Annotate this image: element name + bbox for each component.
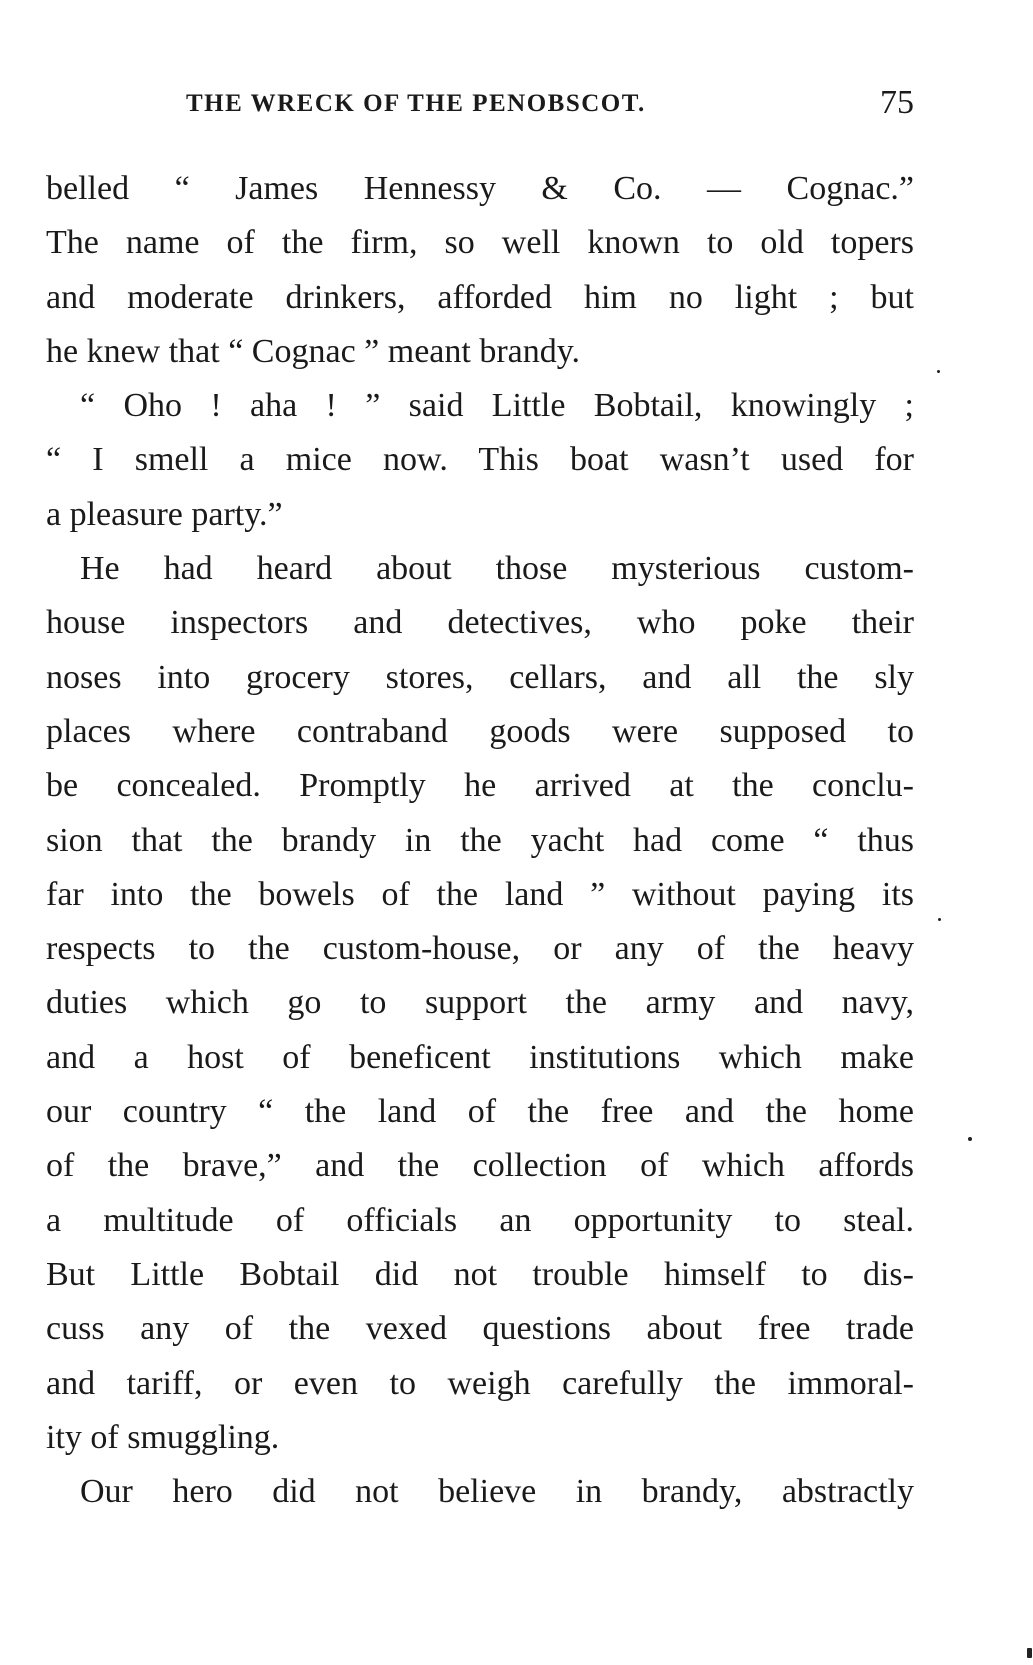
- text-line: our country “ the land of the free and the home: [46, 1093, 914, 1131]
- text-line: cuss any of the vexed questions about free trade: [46, 1310, 914, 1348]
- text-line: house inspectors and detectives, who poke their: [46, 604, 914, 642]
- text-line: But Little Bobtail did not trouble himself to dis-: [46, 1255, 914, 1293]
- running-title: THE WRECK OF THE PENOBSCOT.: [186, 90, 646, 117]
- text-line: sion that the brandy in the yacht had come “ thus: [46, 821, 914, 859]
- text-line: duties which go to support the army and navy,: [46, 984, 914, 1022]
- running-head: [46, 84, 914, 124]
- text-line: ity of smuggling.: [46, 1418, 280, 1456]
- scan-speck: [937, 370, 940, 373]
- text-line: “ I smell a mice now. This boat wasn’t used for: [46, 441, 914, 479]
- scan-speck: [938, 918, 941, 921]
- text-line: respects to the custom-house, or any of the heavy: [46, 930, 914, 968]
- text-line: a pleasure party.”: [46, 495, 283, 533]
- body-text: [46, 162, 914, 1519]
- text-line: belled “ James Hennessy & Co. — Cognac.”: [46, 170, 914, 207]
- text-line: a multitude of officials an opportunity to steal.: [46, 1201, 914, 1239]
- text-line: far into the bowels of the land ” without paying its: [46, 875, 914, 913]
- scan-speck: [968, 1137, 972, 1141]
- text-line: noses into grocery stores, cellars, and all the sly: [46, 658, 914, 696]
- text-line: and moderate drinkers, afforded him no light ; but: [46, 278, 914, 316]
- text-line: of the brave,” and the collection of which affords: [46, 1147, 914, 1185]
- text-line: he knew that “ Cognac ” meant brandy.: [46, 332, 581, 370]
- text-line: places where contraband goods were supposed to: [46, 712, 914, 750]
- text-line: He had heard about those mysterious custom-: [80, 550, 914, 588]
- scan-speck: [1027, 1648, 1032, 1658]
- text-line: The name of the firm, so well known to old topers: [46, 224, 914, 262]
- text-line: and tariff, or even to weigh carefully the immoral-: [46, 1364, 914, 1402]
- page-number: 75: [880, 84, 914, 121]
- text-line: Our hero did not believe in brandy, abstractly: [80, 1473, 914, 1511]
- text-line: and a host of beneficent institutions which make: [46, 1038, 914, 1076]
- text-line: be concealed. Promptly he arrived at the conclu-: [46, 767, 914, 805]
- text-line: “ Oho ! aha ! ” said Little Bobtail, knowingly ;: [80, 387, 914, 425]
